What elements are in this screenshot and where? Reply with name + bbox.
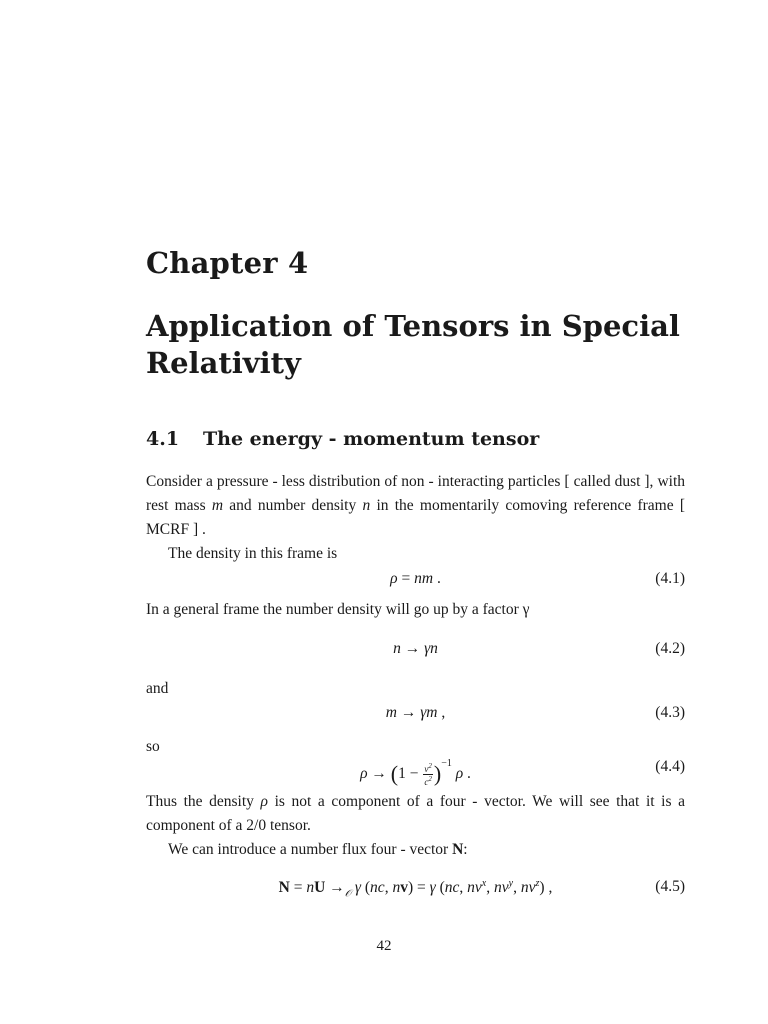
equation-4-3 xyxy=(146,704,685,730)
equation-4-3-body: m → γm , xyxy=(385,704,446,721)
chapter-title: Application of Tensors in Special Relativity xyxy=(146,309,680,380)
page-number: 42 xyxy=(376,938,392,954)
fraction-v2-c2: $\frac{v^2}{c^2}$ xyxy=(424,761,432,787)
equation-4-5 xyxy=(146,878,685,904)
equation-4-2 xyxy=(146,640,685,666)
paragraph-and: and xyxy=(146,680,169,697)
paragraph-intro-line2: with rest mass m and number density n in the momentarily comoving reference xyxy=(146,473,685,514)
equation-4-2-body: n → γn xyxy=(393,640,438,657)
chapter-label: Chapter 4 xyxy=(146,246,309,280)
paragraph-so: so xyxy=(146,738,160,755)
equation-4-4-body: ρ → (1 − $\frac{v^2}{c^2}$ )$^{-1}$ ρ . xyxy=(360,758,471,787)
paragraph-number-flux: We can introduce a number flux four - vector N: xyxy=(168,841,468,858)
equation-4-5-body: N = nU $\to_𝒪$ γ (nc, nv) = γ (nc, $nv^x$, $nv^y$, $nv^z$) , xyxy=(278,878,553,900)
paragraph-intro-line1: Consider a pressure - less distribution of non - interacting particles [ called dust ], xyxy=(146,473,654,490)
equation-4-1-number: (4.1) xyxy=(655,570,685,587)
paragraph-general-frame: In a general frame the number density will go up by a factor γ xyxy=(146,601,530,618)
equation-4-1 xyxy=(146,570,685,596)
section-number: 4.1 xyxy=(146,428,180,450)
section-title: The energy - momentum tensor xyxy=(203,428,540,450)
equation-4-2-number: (4.2) xyxy=(655,640,685,657)
section-heading xyxy=(146,428,539,450)
equation-4-4 xyxy=(146,758,685,788)
paragraph-intro-line3: frame [ MCRF ] . xyxy=(146,497,685,538)
equation-4-1-body: ρ = nm . xyxy=(390,570,441,587)
paragraph-density-tensor: Thus the density ρ is not a component of a four - vector. We will see that it is a component of a 2/0 tensor. xyxy=(146,793,686,834)
paragraph-intro xyxy=(146,470,685,542)
equation-4-5-number: (4.5) xyxy=(655,878,685,895)
equation-4-4-number: (4.4) xyxy=(655,758,685,775)
paragraph-density-frame: The density in this frame is xyxy=(168,545,338,562)
equation-4-3-number: (4.3) xyxy=(655,704,685,721)
